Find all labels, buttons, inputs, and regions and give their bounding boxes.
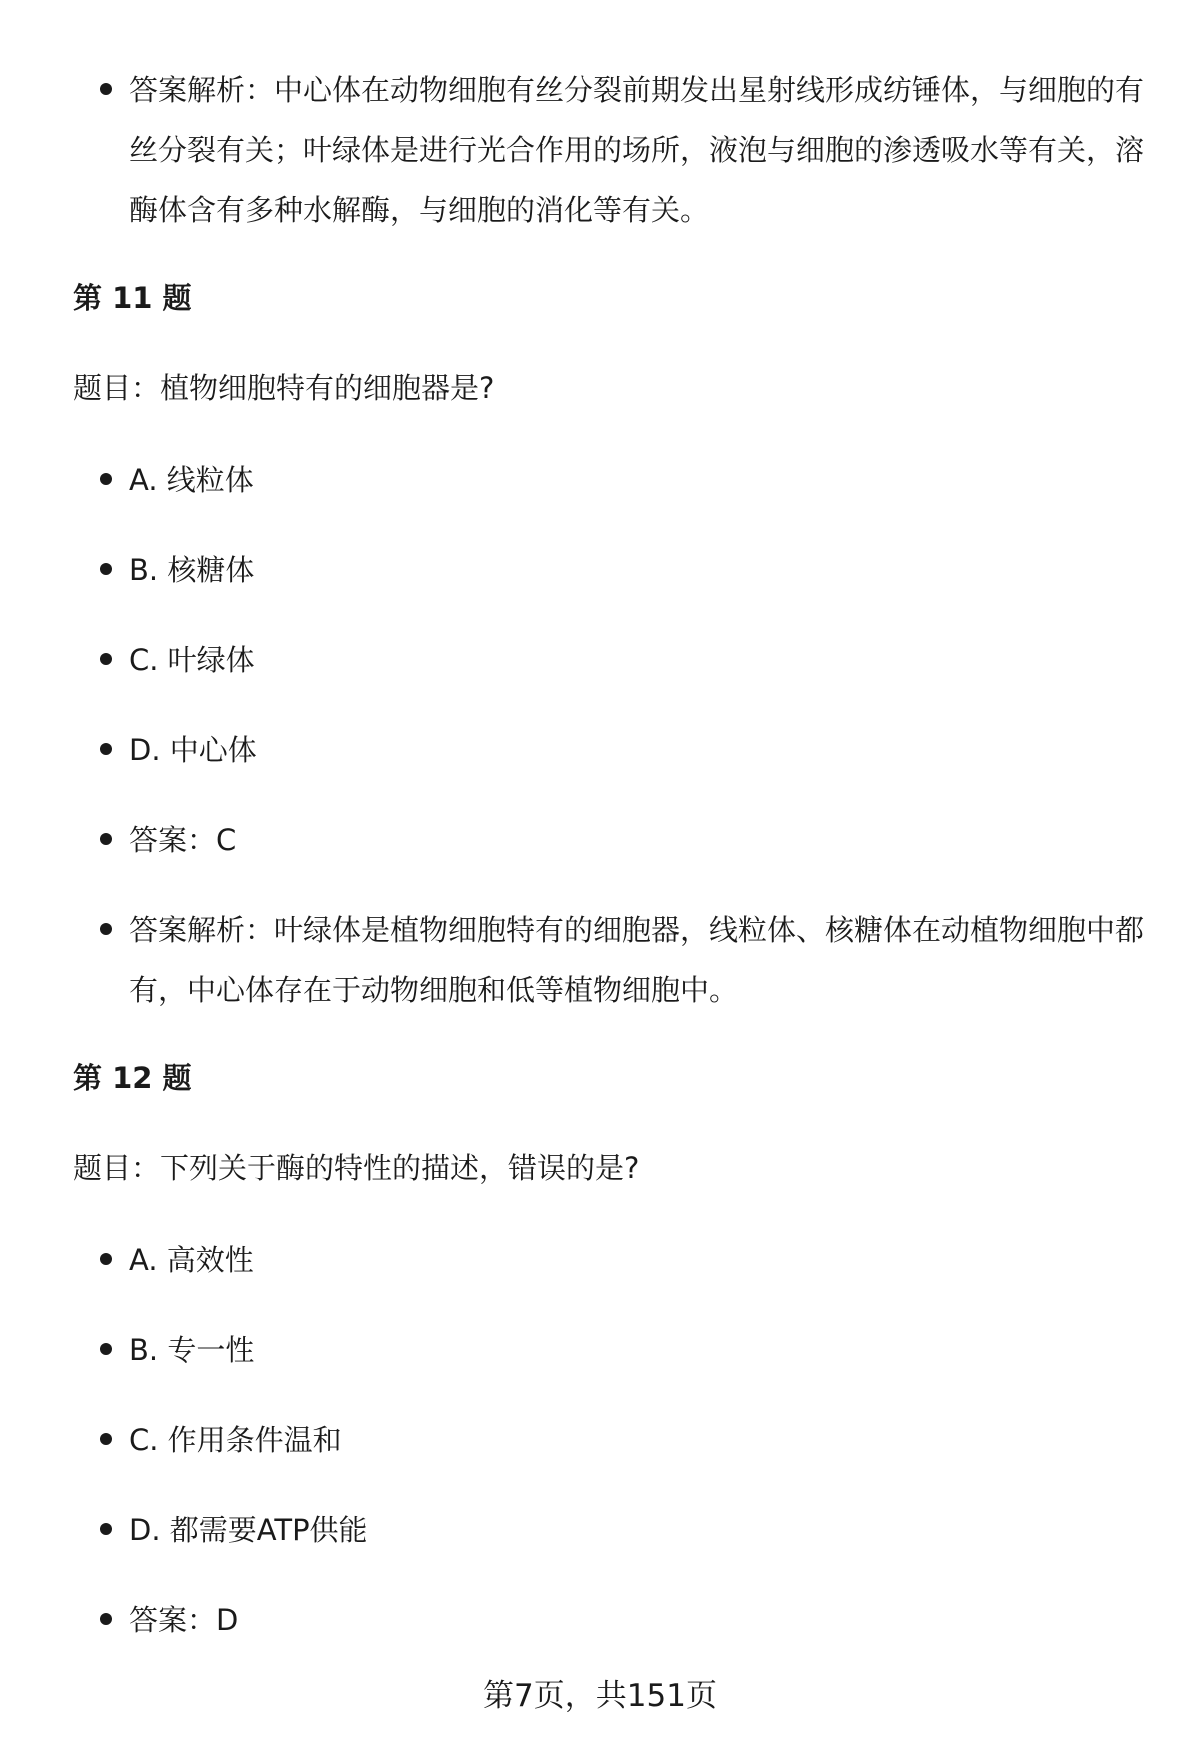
question-12-option-a: A. 高效性: [129, 1243, 254, 1277]
question-11-option-b: B. 核糖体: [129, 553, 255, 587]
question-11-option-d: D. 中心体: [129, 733, 257, 767]
page-number-footer: 第7页，共151页: [483, 1678, 717, 1714]
bullet-marker: [100, 743, 112, 755]
bullet-marker: [100, 1343, 112, 1355]
bullet-marker: [100, 1433, 112, 1445]
question-12-answer: 答案：D: [129, 1603, 239, 1637]
question-12-heading: 第 12 题: [73, 1061, 192, 1095]
question-11-option-c: C. 叶绿体: [129, 643, 255, 677]
question-12-text: 题目：下列关于酶的特性的描述，错误的是?: [73, 1151, 640, 1185]
question-11-option-a: A. 线粒体: [129, 463, 254, 497]
question-12-option-b: B. 专一性: [129, 1333, 255, 1367]
question-11-heading: 第 11 题: [73, 281, 192, 315]
bullet-marker: [100, 833, 112, 845]
bullet-marker: [100, 1253, 112, 1265]
bullet-marker: [100, 83, 112, 95]
question-11-text: 题目：植物细胞特有的细胞器是?: [73, 371, 495, 405]
bullet-marker: [100, 1523, 112, 1535]
question-12-option-d: D. 都需要ATP供能: [129, 1513, 368, 1547]
bullet-marker: [100, 923, 112, 935]
question-12-option-c: C. 作用条件温和: [129, 1423, 342, 1457]
bullet-marker: [100, 563, 112, 575]
bullet-marker: [100, 473, 112, 485]
bullet-marker: [100, 1613, 112, 1625]
prev-answer-explanation: 答案解析：中心体在动物细胞有丝分裂前期发出星射线形成纺锤体，与细胞的有丝分裂有关；叶绿体是进行光合作用的场所，液泡与细胞的渗透吸水等有关，溶酶体含有多种水解酶，与细胞的消化等有关。: [129, 73, 1145, 227]
question-11-explanation: 答案解析：叶绿体是植物细胞特有的细胞器，线粒体、核糖体在动植物细胞中都有，中心体存在于动物细胞和低等植物细胞中。: [129, 913, 1145, 1007]
question-11-answer: 答案：C: [129, 823, 237, 857]
bullet-marker: [100, 653, 112, 665]
